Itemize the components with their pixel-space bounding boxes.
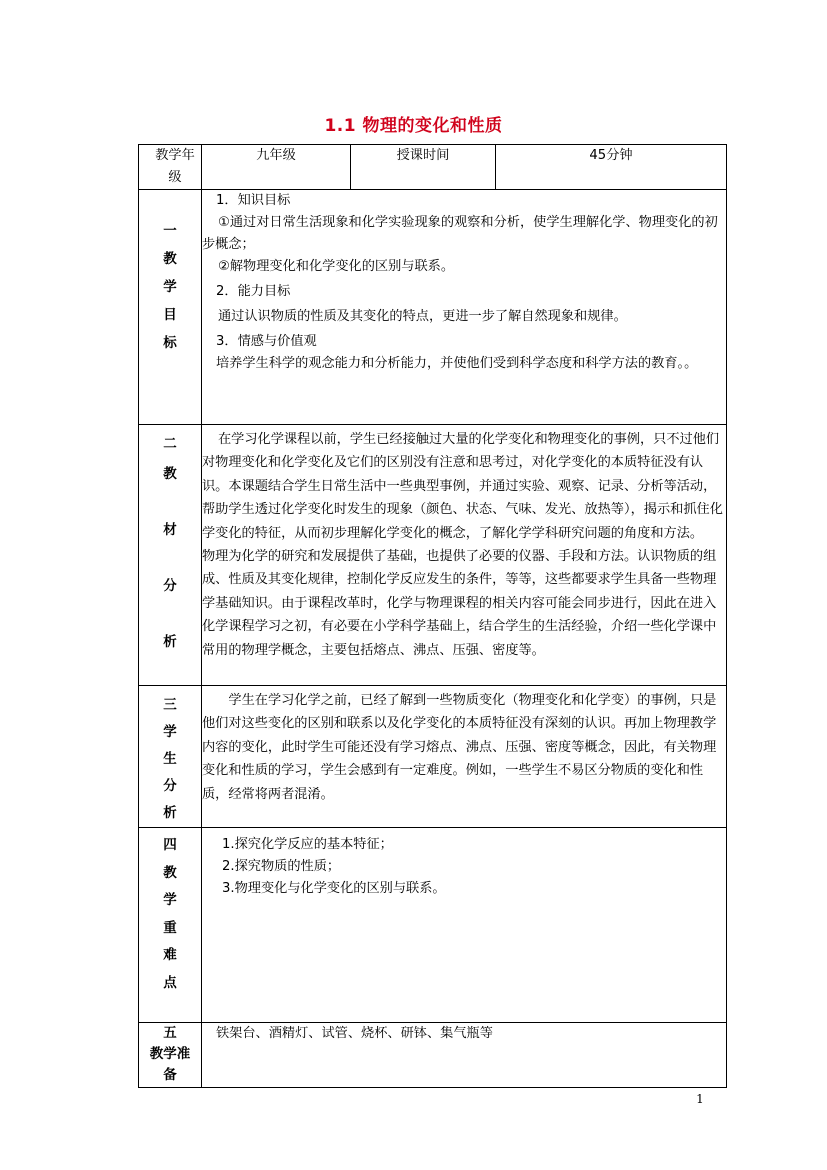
grade-value: 九年级 xyxy=(202,145,351,190)
goal-line: ①通过对日常生活现象和化学实验现象的观察和分析，使学生理解化学、物理变化的初步概念； xyxy=(202,215,718,252)
label-char: 学 xyxy=(163,892,177,908)
label-char: 标 xyxy=(163,335,177,351)
label-char: 生 xyxy=(163,751,177,767)
label-char: 备 xyxy=(163,1067,177,1083)
section-content-student xyxy=(202,686,727,828)
section-preparation xyxy=(139,1023,727,1088)
time-label: 授课时间 xyxy=(351,145,496,190)
label-char: 材 xyxy=(163,522,177,538)
header-row xyxy=(139,145,727,190)
label-char: 教学准 xyxy=(149,1046,191,1062)
label-char: 析 xyxy=(163,805,177,821)
section-content-preparation xyxy=(202,1023,727,1088)
time-value: 45分钟 xyxy=(496,145,727,190)
grade-label: 教学年级 xyxy=(139,145,202,190)
label-char: 析 xyxy=(163,634,177,650)
goal-line: 通过认识物质的性质及其变化的特点，更进一步了解自然现象和规律。 xyxy=(218,309,627,324)
goal-heading-ability: 2．能力目标 xyxy=(216,284,291,299)
material-paragraph-1: 在学习化学课程以前，学生已经接触过大量的化学变化和物理变化的事例，只不过他们对物理变化和化学变化及它们的区别没有注意和思考过，对化学变化的本质特征没有认识。本课题结合学生日常生活中一些典型事例，并通过实验、观察、记录、分析等活动，帮助学生透过化学变化时发生的现象（颜色、状态、气味、发光、放热等），揭示和抓住化学变化的特征，从而初步理解化学变化的概念，了解化学学科研究问题的角度和方法。 xyxy=(202,432,723,541)
label-char: 学 xyxy=(163,724,177,740)
label-char: 一 xyxy=(163,223,177,239)
section-label-key-points xyxy=(139,828,202,1023)
material-paragraph-2: 物理为化学的研究和发展提供了基础，也提供了必要的仪器、手段和方法。认识物质的组成、性质及其变化规律，控制化学反应发生的条件，等等，这些都要求学生具备一些物理学基础知识。由于课程改革时，化学与物理课程的相关内容可能会同步进行，因此在进入化学课程学习之初，有必要在小学科学基础上，结合学生的生活经验，介绍一些化学课中常用的物理学概念，主要包括熔点、沸点、压强、密度等。 xyxy=(202,549,717,658)
goal-heading-knowledge: 1．知识目标 xyxy=(216,193,291,208)
key-point-item: 1.探究化学反应的基本特征； xyxy=(222,837,393,852)
section-student-analysis xyxy=(139,686,727,828)
page-number: 1 xyxy=(696,1092,704,1106)
preparation-text: 铁架台、酒精灯、试管、烧杯、研钵、集气瓶等 xyxy=(216,1026,493,1041)
label-char: 分 xyxy=(163,778,177,794)
label-char: 三 xyxy=(163,697,177,713)
section-teaching-goals xyxy=(139,190,727,425)
section-material-analysis xyxy=(139,425,727,686)
goal-line: 培养学生科学的观念能力和分析能力，并使他们受到科学态度和科学方法的教育。。 xyxy=(216,356,698,371)
section-label-material xyxy=(139,425,202,686)
label-char: 教 xyxy=(163,864,177,881)
label-char: 学 xyxy=(163,279,177,295)
label-char: 四 xyxy=(163,837,177,853)
student-paragraph: 学生在学习化学之前，已经了解到一些物质变化（物理变化和化学变）的事例，只是他们对这些变化的区别和联系以及化学变化的本质特征没有深刻的认识。再加上物理教学内容的变化，此时学生可能还没有学习熔点、沸点、压强、密度等概念，因此，有关物理变化和性质的学习，学生会感到有一定难度。例如，一些学生不易区分物质的变化和性质，经常将两者混淆。 xyxy=(202,693,717,802)
key-point-item: 2.探究物质的性质； xyxy=(222,859,341,874)
label-char: 二 xyxy=(163,436,177,452)
label-char: 目 xyxy=(163,307,177,323)
goal-line: ②解物理变化和化学变化的区别与联系。 xyxy=(218,259,455,274)
label-char: 教 xyxy=(163,251,177,267)
label-char: 分 xyxy=(163,578,177,594)
key-point-item: 3.物理变化与化学变化的区别与联系。 xyxy=(222,881,446,896)
label-char: 难 xyxy=(163,947,177,963)
section-content-key-points xyxy=(202,828,727,1023)
label-char: 重 xyxy=(163,919,177,936)
goal-heading-emotion: 3．情感与价值观 xyxy=(216,334,317,349)
section-label-student xyxy=(139,686,202,828)
section-label-goals xyxy=(139,190,202,425)
section-content-material xyxy=(202,425,727,686)
section-label-preparation xyxy=(139,1023,202,1088)
section-content-goals xyxy=(202,190,727,425)
document-title: 1.1 物理的变化和性质 xyxy=(324,116,503,136)
lesson-plan-table xyxy=(138,144,727,1088)
label-char: 点 xyxy=(163,974,177,991)
label-char: 教 xyxy=(163,466,177,482)
section-key-points xyxy=(139,828,727,1023)
label-char: 五 xyxy=(163,1025,177,1041)
